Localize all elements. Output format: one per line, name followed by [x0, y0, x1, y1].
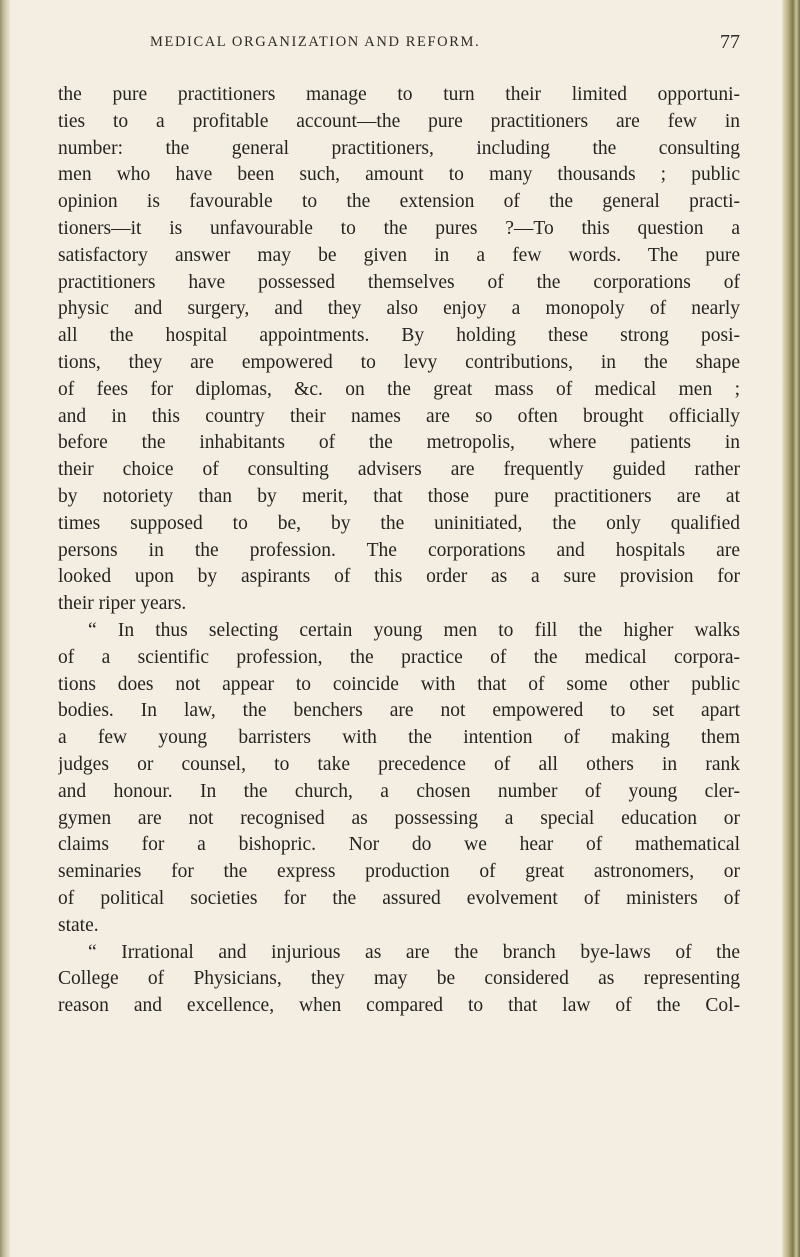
text-line: times supposed to be, by the uninitiated, the only qualified	[58, 512, 740, 534]
text-line: looked upon by aspirants of this order as a sure provision for	[58, 566, 740, 588]
text-line: practitioners have possessed themselves of the corporations of	[58, 271, 740, 293]
text-line: “ Irrational and injurious as are the branch bye-laws of the	[88, 941, 740, 963]
text-line: judges or counsel, to take precedence of all others in rank	[58, 753, 740, 775]
text-line: of fees for diplomas, &c. on the great mass of medical men ;	[58, 378, 740, 400]
text-line: before the inhabitants of the metropolis, where patients in	[58, 432, 740, 454]
text-line: opinion is favourable to the extension of the general practi-	[58, 191, 740, 213]
text-line: College of Physicians, they may be considered as representing	[58, 968, 740, 990]
text-line: claims for a bishopric. Nor do we hear of mathematical	[58, 834, 740, 856]
text-line: tions, they are empowered to levy contributions, in the shape	[58, 351, 740, 373]
text-line: all the hospital appointments. By holding these strong posi-	[58, 325, 740, 347]
text-line: men who have been such, amount to many thousands ; public	[58, 164, 740, 186]
text-line: and honour. In the church, a chosen number of young cler-	[58, 780, 740, 802]
text-line: satisfactory answer may be given in a few words. The pure	[58, 244, 740, 266]
text-line: their choice of consulting advisers are frequently guided rather	[58, 459, 740, 481]
text-line: gymen are not recognised as possessing a special education or	[58, 807, 740, 829]
text-line: persons in the profession. The corporations and hospitals are	[58, 539, 740, 561]
text-line: physic and surgery, and they also enjoy a monopoly of nearly	[58, 298, 740, 320]
text-line: seminaries for the express production of great astronomers, or	[58, 861, 740, 883]
text-line: their riper years.	[58, 593, 187, 615]
page-number: 77	[720, 31, 740, 53]
text-line: of political societies for the assured evolvement of ministers of	[58, 887, 740, 909]
text-line: tioners—it is unfavourable to the pures ?—To this question a	[58, 217, 740, 239]
body-text	[58, 82, 740, 1020]
text-line: of a scientific profession, the practice of the medical corpora-	[58, 646, 740, 668]
page-left-edge	[0, 0, 10, 1257]
text-line: a few young barristers with the intention of making them	[58, 727, 740, 749]
text-line: “ In thus selecting certain young men to fill the higher walks	[88, 619, 740, 641]
text-line: reason and excellence, when compared to that law of the Col-	[58, 995, 740, 1017]
text-line: by notoriety than by merit, that those pure practitioners are at	[58, 485, 740, 507]
running-head: MEDICAL ORGANIZATION AND REFORM.	[150, 34, 481, 50]
page-header	[60, 31, 740, 56]
text-line: number: the general practitioners, including the consulting	[58, 137, 740, 159]
text-line: the pure practitioners manage to turn their limited opportuni-	[58, 84, 740, 105]
text-line: state.	[58, 914, 99, 936]
text-line: ties to a profitable account—the pure practitioners are few in	[58, 110, 740, 132]
text-line: tions does not appear to coincide with that of some other public	[58, 673, 740, 695]
page-right-edge	[782, 0, 800, 1257]
text-line: bodies. In law, the benchers are not empowered to set apart	[58, 700, 740, 722]
text-line: and in this country their names are so often brought officially	[58, 405, 740, 427]
